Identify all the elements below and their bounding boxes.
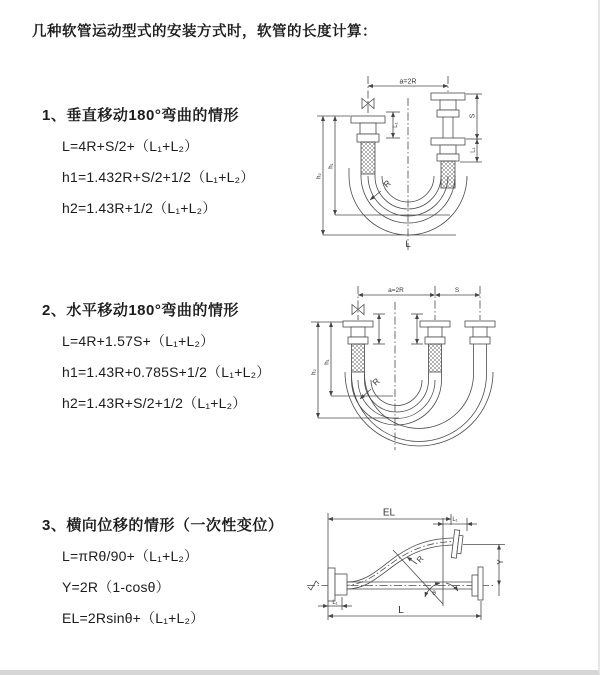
label-length: L (405, 239, 411, 250)
section-3-formula-EL: EL=2Rsinθ+（L₁+L₂） (62, 609, 205, 626)
label-fitting-bottom: L₁ (332, 600, 338, 606)
right-flange-lower (431, 138, 465, 161)
label-fitting-top: L₁ (452, 517, 458, 523)
section-1 (42, 99, 254, 223)
label-height-outer: h₂ (311, 369, 318, 375)
section-3-heading: 3、横向位移的情形（一次性变位） (42, 517, 284, 534)
dimension-offset (463, 545, 505, 597)
hose-u-bend-moved (345, 368, 493, 446)
right-braided-hose (441, 161, 455, 188)
left-flange (351, 116, 385, 142)
section-1-formula-h2: h2=1.43R+1/2（L₁+L₂） (62, 199, 217, 216)
label-height-inner: h₁ (324, 359, 331, 365)
section-3-formula-L: L=πRθ/90+（L₁+L₂） (62, 547, 199, 564)
label-angle: θ (432, 590, 436, 597)
diagram-horizontal-180-bend (305, 278, 600, 463)
section-2-formula-L: L=4R+1.57S+（L₁+L₂） (62, 332, 215, 349)
dimension-heights (317, 116, 456, 235)
label-span: a=2R (399, 78, 417, 86)
right-flange-upper (431, 93, 465, 117)
label-height-outer: h₂ (316, 173, 323, 179)
section-3-formula-Y: Y=2R（1-cosθ） (62, 578, 170, 595)
section-2-formula-h1: h1=1.43R+0.785S+1/2（L₁+L₂） (62, 363, 271, 380)
left-flange (343, 321, 373, 344)
label-length: L (398, 605, 404, 616)
section-1-formula-L: L=4R+S/2+（L₁+L₂） (62, 137, 199, 154)
right-flange (472, 567, 483, 600)
page-title: 几种软管运动型式的安装方式时，软管的长度计算： (32, 24, 377, 40)
dimension-extended-length (328, 513, 451, 620)
label-height-inner: h₁ (328, 163, 335, 169)
section-3 (42, 509, 283, 633)
middle-flange (420, 321, 450, 344)
section-2 (42, 294, 270, 418)
label-radius: R (414, 554, 426, 565)
upper-flange (451, 530, 463, 559)
left-braided-hose (352, 344, 365, 372)
label-radius: R (370, 376, 382, 388)
label-fitting-right: L₁ (470, 147, 477, 153)
label-fitting-left: L₁ (393, 122, 399, 128)
section-1-heading: 1、垂直移动180°弯曲的情形 (42, 107, 239, 124)
dimension-length (328, 601, 481, 620)
moved-flange (465, 321, 495, 344)
section-1-formula-h1: h1=1.432R+S/2+1/2（L₁+L₂） (62, 168, 255, 185)
centerlines (358, 286, 480, 450)
hose-s-curve (343, 538, 455, 589)
left-flange (328, 568, 347, 601)
section-2-heading: 2、水平移动180°弯曲的情形 (42, 302, 239, 319)
label-radius: R (381, 178, 393, 190)
dimension-fittings (373, 314, 423, 344)
left-braided-hose (361, 142, 375, 174)
centerlines (368, 76, 448, 250)
label-stroke: S (454, 287, 460, 294)
middle-braided-hose (429, 344, 442, 372)
diagram-lateral-displacement (295, 498, 600, 663)
label-stroke: S (469, 113, 477, 119)
label-offset: Y (496, 559, 505, 565)
diagram-vertical-180-bend (310, 68, 600, 263)
section-2-formula-h2: h2=1.43R+S/2+1/2（L₁+L₂） (62, 394, 247, 411)
label-span: a=2R (388, 287, 404, 294)
angle-construction (393, 550, 458, 604)
label-extended-length: EL (382, 507, 396, 519)
